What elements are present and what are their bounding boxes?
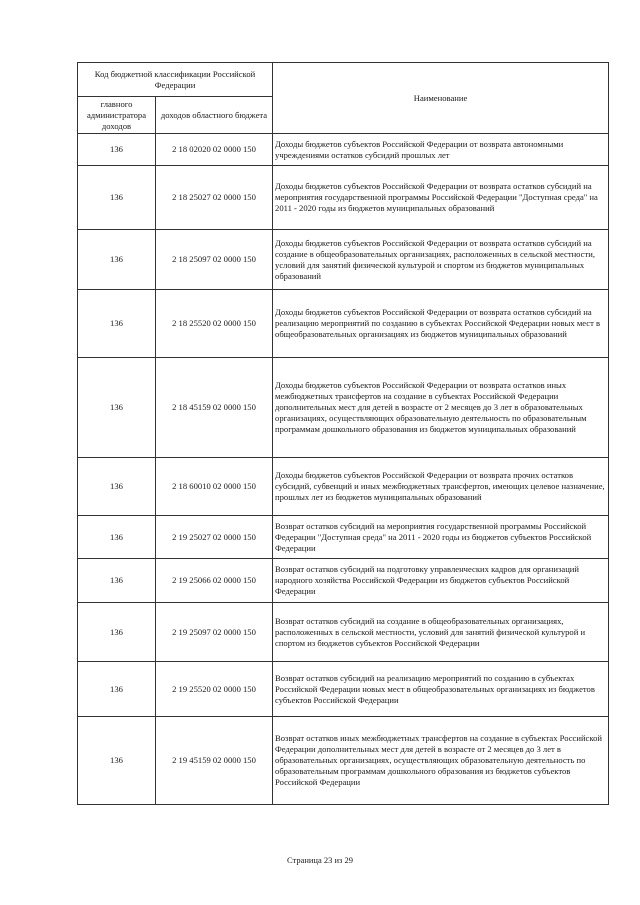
table-row xyxy=(78,230,609,290)
name-cell: Возврат остатков субсидий на подготовку управленческих кадров для организаций народного хозяйства Российской Федерации из бюджетов субъектов Российской Федерации xyxy=(273,559,609,603)
admin-code-cell: 136 xyxy=(78,134,156,166)
admin-code-cell: 136 xyxy=(78,358,156,458)
admin-code-cell: 136 xyxy=(78,458,156,516)
admin-code-cell: 136 xyxy=(78,230,156,290)
income-code-cell: 2 18 25097 02 0000 150 xyxy=(156,230,273,290)
page-number: Страница 23 из 29 xyxy=(286,855,354,865)
income-code-cell: 2 19 45159 02 0000 150 xyxy=(156,717,273,805)
income-code-cell: 2 19 25027 02 0000 150 xyxy=(156,516,273,559)
table-row xyxy=(78,603,609,662)
budget-classification-table xyxy=(77,62,609,805)
admin-code-cell: 136 xyxy=(78,662,156,717)
name-cell: Доходы бюджетов субъектов Российской Федерации от возврата остатков субсидий на мероприятия государственной программы Российской Федерации "Доступная среда" на 2011 - 2020 годы из бюджетов муниципальных образований xyxy=(273,166,609,230)
table-row xyxy=(78,559,609,603)
table-row xyxy=(78,717,609,805)
name-cell: Возврат остатков субсидий на реализацию мероприятий по созданию в субъектах Российской Федерации новых мест в общеобразовательных организациях из бюджетов субъектов Российской Федерации xyxy=(273,662,609,717)
name-cell: Доходы бюджетов субъектов Российской Федерации от возврата автономными учреждениями остатков субсидий прошлых лет xyxy=(273,134,609,166)
name-cell: Доходы бюджетов субъектов Российской Федерации от возврата остатков субсидий на создание в общеобразовательных организациях, расположенных в сельской местности, условий для занятий физической культурой и спортом из бюджетов муниципальных образований xyxy=(273,230,609,290)
table-row xyxy=(78,134,609,166)
table-row xyxy=(78,358,609,458)
table-row xyxy=(78,166,609,230)
income-code-cell: 2 19 25066 02 0000 150 xyxy=(156,559,273,603)
name-cell: Доходы бюджетов субъектов Российской Федерации от возврата остатков субсидий на реализацию мероприятий по созданию в субъектах Российской Федерации новых мест в общеобразовательных организациях из бюджетов муниципальных образований xyxy=(273,290,609,358)
header-classification-code: Код бюджетной классификации Российской Федерации xyxy=(78,63,273,97)
header-name: Наименование xyxy=(273,63,609,134)
table-row xyxy=(78,458,609,516)
table-row xyxy=(78,290,609,358)
name-cell: Возврат остатков субсидий на мероприятия государственной программы Российской Федерации "Доступная среда" на 2011 - 2020 годы из бюджетов субъектов Российской Федерации xyxy=(273,516,609,559)
income-code-cell: 2 18 02020 02 0000 150 xyxy=(156,134,273,166)
admin-code-cell: 136 xyxy=(78,559,156,603)
income-code-cell: 2 18 60010 02 0000 150 xyxy=(156,458,273,516)
income-code-cell: 2 19 25520 02 0000 150 xyxy=(156,662,273,717)
table-row xyxy=(78,662,609,717)
table-row xyxy=(78,516,609,559)
income-code-cell: 2 19 25097 02 0000 150 xyxy=(156,603,273,662)
name-cell: Доходы бюджетов субъектов Российской Федерации от возврата остатков иных межбюджетных трансфертов на создание в субъектах Российской Федерации дополнительных мест для детей в возрасте от 2 месяцев до 3 лет в образовательных организациях, осуществляющих образовательную деятельность по образовательным программам дошкольного образования из бюджетов муниципальных образований xyxy=(273,358,609,458)
admin-code-cell: 136 xyxy=(78,290,156,358)
admin-code-cell: 136 xyxy=(78,717,156,805)
name-cell: Возврат остатков иных межбюджетных трансфертов на создание в субъектах Российской Федерации дополнительных мест для детей в возрасте от 2 месяцев до 3 лет в образовательных организациях, осуществляющих образовательную деятельность по образовательным программам дошкольного образования из бюджетов субъектов Российской Федерации xyxy=(273,717,609,805)
header-admin: главного администратора доходов xyxy=(78,97,156,134)
name-cell: Доходы бюджетов субъектов Российской Федерации от возврата прочих остатков субсидий, субвенций и иных межбюджетных трансфертов, имеющих целевое назначение, прошлых лет из бюджетов муниципальных образований xyxy=(273,458,609,516)
admin-code-cell: 136 xyxy=(78,516,156,559)
admin-code-cell: 136 xyxy=(78,603,156,662)
header-income: доходов областного бюджета xyxy=(156,97,273,134)
income-code-cell: 2 18 25027 02 0000 150 xyxy=(156,166,273,230)
income-code-cell: 2 18 45159 02 0000 150 xyxy=(156,358,273,458)
admin-code-cell: 136 xyxy=(78,166,156,230)
income-code-cell: 2 18 25520 02 0000 150 xyxy=(156,290,273,358)
name-cell: Возврат остатков субсидий на создание в общеобразовательных организациях, расположенных в сельской местности, условий для занятий физической культурой и спортом из бюджетов субъектов Российской Федерации xyxy=(273,603,609,662)
